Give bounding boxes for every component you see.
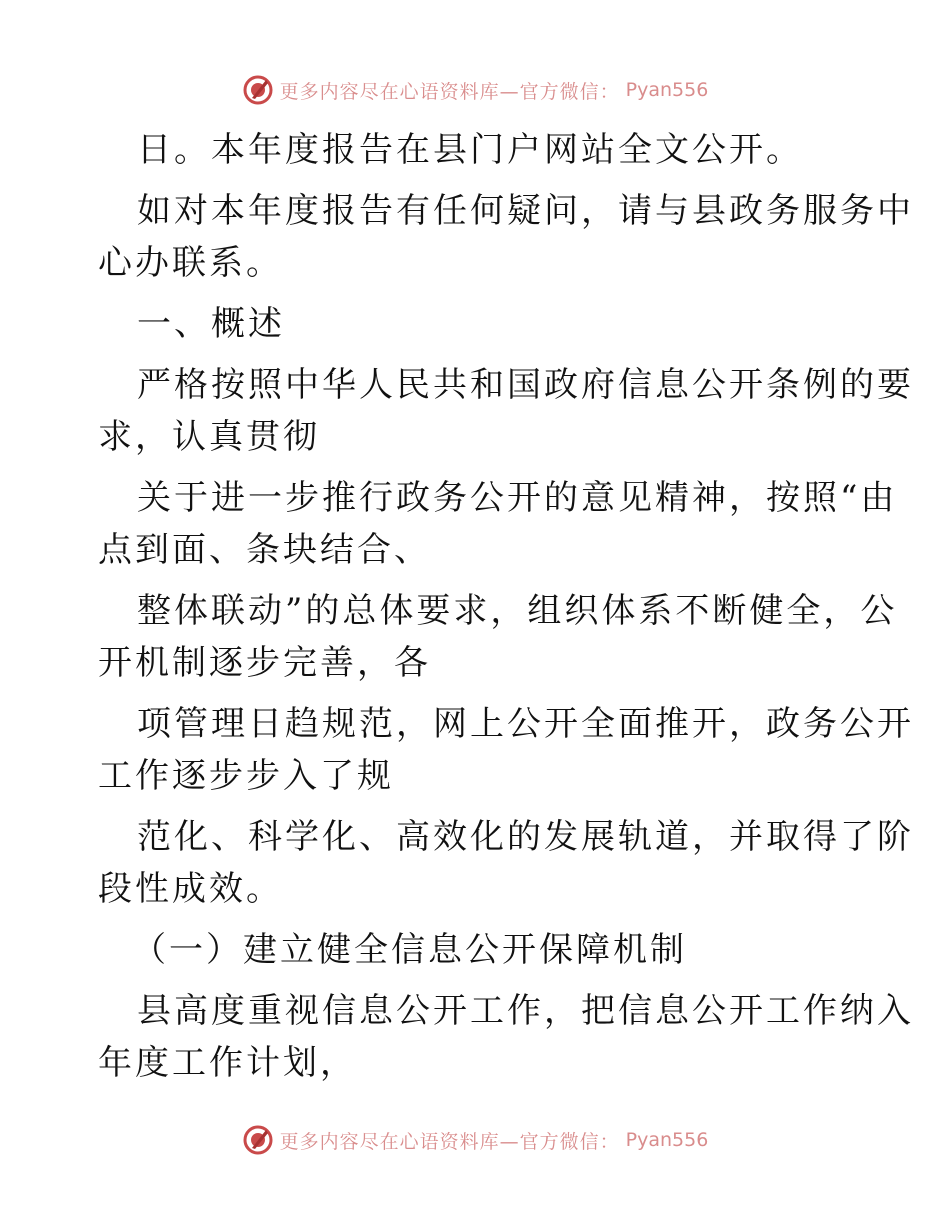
- paragraph-line: 范化、科学化、高效化的发展轨道，并取得了阶: [137, 817, 914, 857]
- paragraph-line: 关于进一步推行政务公开的意见精神，按照“由: [137, 478, 898, 518]
- paragraph-line: 县高度重视信息公开工作，把信息公开工作纳入: [137, 991, 914, 1031]
- subsection-heading: （一）建立健全信息公开保障机制: [132, 930, 687, 970]
- paragraph-line: 日。本年度报告在县门户网站全文公开。: [137, 130, 803, 170]
- paragraph-line: 项管理日趋规范，网上公开全面推开，政务公开: [137, 704, 914, 744]
- paragraph-line: 段性成效。: [98, 869, 283, 909]
- paragraph-line: 点到面、条块结合、: [98, 530, 431, 570]
- quill-seal-icon: [242, 1124, 274, 1156]
- paragraph-line: 心办联系。: [98, 243, 283, 283]
- header-watermark: [0, 72, 950, 108]
- paragraph-line: 如对本年度报告有任何疑问，请与县政务服务中: [137, 191, 914, 231]
- document-body: [98, 124, 914, 1089]
- footer-watermark: [0, 1122, 950, 1158]
- paragraph-line: 求，认真贯彻: [98, 417, 320, 457]
- paragraph-line: 开机制逐步完善，各: [98, 643, 431, 683]
- watermark-text: 更多内容尽在心语资料库—官方微信：: [279, 1130, 620, 1153]
- paragraph-line: 工作逐步步入了规: [98, 756, 394, 796]
- watermark-text: 更多内容尽在心语资料库—官方微信：: [279, 80, 620, 103]
- quill-seal-icon: [242, 74, 274, 106]
- watermark-wechat-id: Pyan556: [625, 79, 709, 101]
- section-heading: 一、概述: [137, 304, 285, 344]
- watermark-wechat-id: Pyan556: [625, 1129, 709, 1151]
- paragraph-line: 严格按照中华人民共和国政府信息公开条例的要: [137, 365, 914, 405]
- paragraph-line: 整体联动”的总体要求，组织体系不断健全，公: [137, 591, 898, 631]
- paragraph-line: 年度工作计划，: [98, 1043, 357, 1083]
